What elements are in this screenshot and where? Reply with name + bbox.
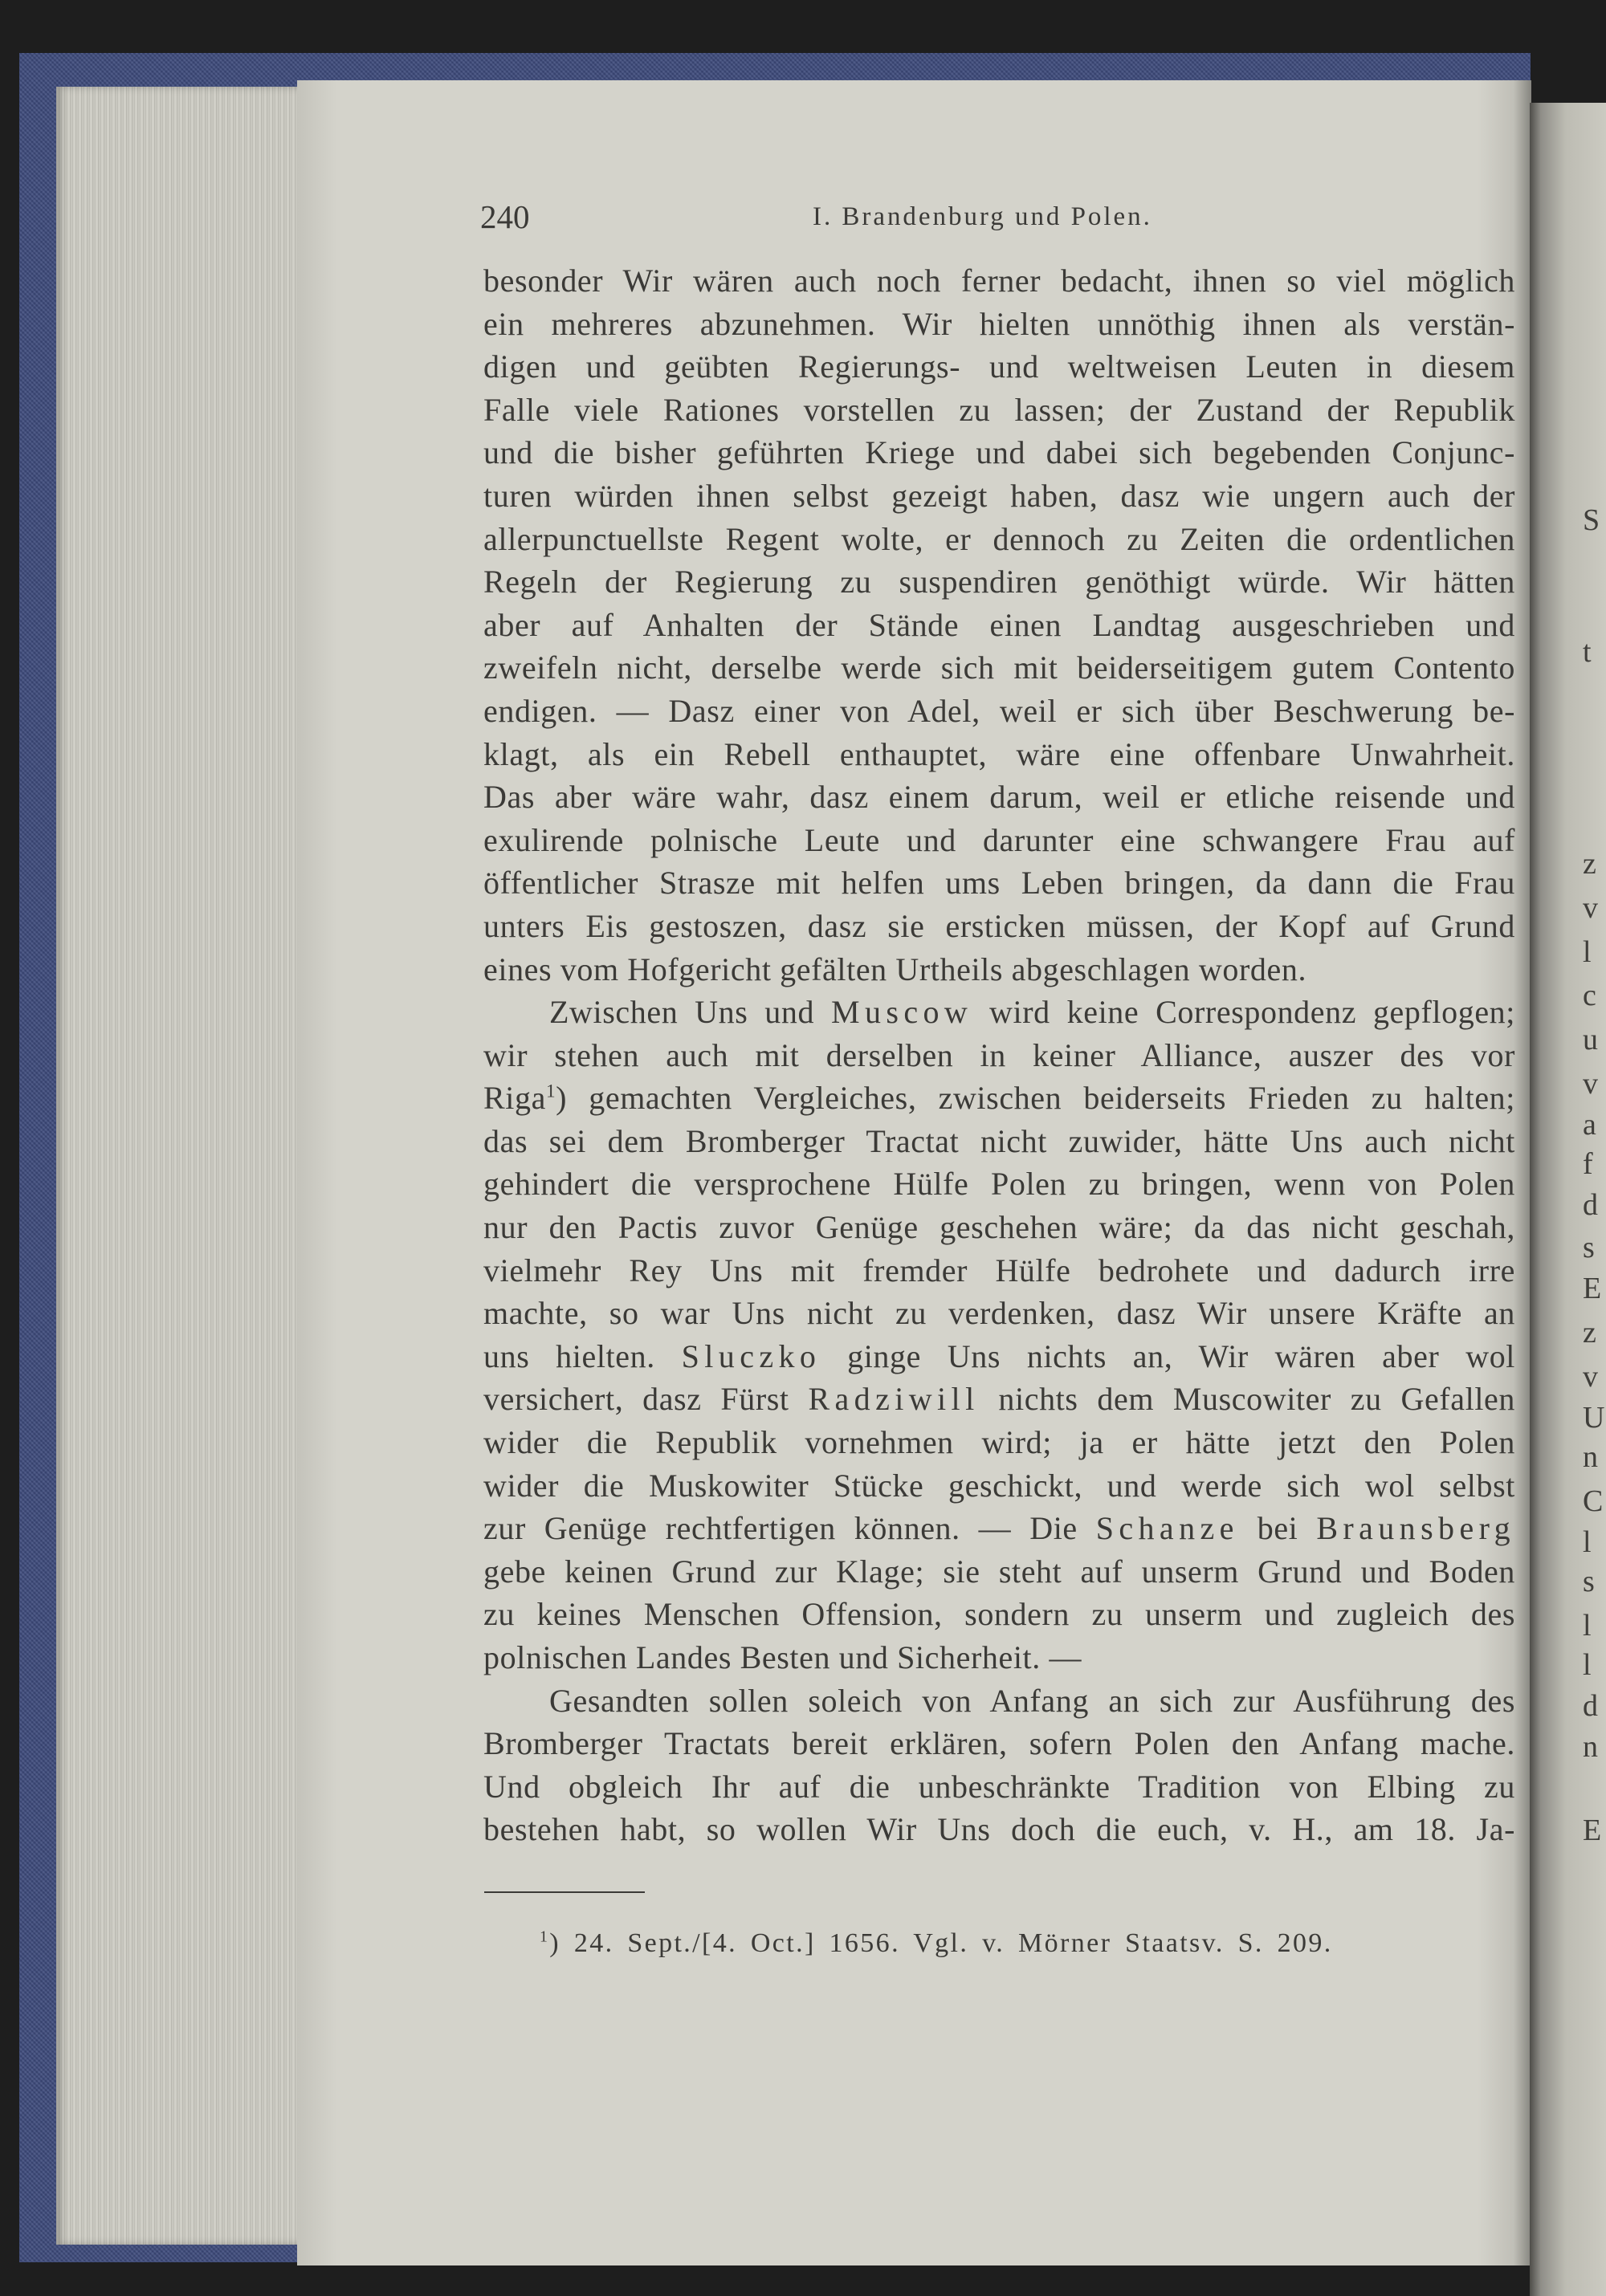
paragraph [483,991,1515,1679]
facing-page [1530,103,1606,2296]
text-run: ) gemachten Vergleiches, zwischen beiderseits Frieden zu halten; [556,1080,1515,1117]
text-line [483,1335,1515,1378]
footnote-reference: 1 [545,1081,556,1102]
text-line: turen würden ihnen selbst gezeigt haben, dasz wie ungern auch der [483,477,1515,514]
text-run: Zwischen Uns und [549,994,831,1031]
text-line: unters Eis gestoszen, dasz sie ersticken müssen, der Kopf auf Grund [483,907,1515,944]
facing-page-fragment: v [1583,890,1598,925]
text-line: nur den Pactis zuvor Genüge geschehen wäre; da das nicht geschah, [483,1209,1515,1246]
facing-page-fragment: l [1583,1608,1592,1643]
facing-page-fragment: z [1583,1315,1596,1350]
facing-page-fragment: s [1583,1564,1595,1598]
text-line: Und obgleich Ihr auf die unbeschränkte Tradition von Elbing zu [483,1768,1515,1805]
footnote-text: ) 24. Sept./[4. Oct.] 1656. Vgl. v. Mörner Staatsv. S. 209. [549,1928,1333,1958]
spaced-name: Braunsberg [1316,1510,1515,1547]
facing-page-fragment: E [1583,1272,1602,1306]
text-run: ginge Uns nichts an, Wir wären aber wol [821,1337,1516,1374]
text-line: klagt, als ein Rebell enthauptet, wäre eine offenbare Unwahrheit. [483,735,1515,772]
footnote-rule [484,1891,645,1893]
text-line: digen und geübten Regierungs- und weltweisen Leuten in diesem [483,348,1515,385]
spaced-name: Schanze [1095,1510,1239,1547]
text-line: Gesandten sollen soleich von Anfang an sich zur Ausführung des [549,1682,1515,1719]
facing-page-fragment: v [1583,1066,1598,1101]
text-run: wird keine Correspondenz gepflogen; [972,994,1515,1031]
page-block-edges [56,87,302,2245]
text-line: gebe keinen Grund zur Klage; sie steht auf unserm Grund und Boden [483,1553,1515,1590]
text-line: bestehen habt, so wollen Wir Uns doch die euch, v. H., am 18. Ja- [483,1811,1515,1848]
text-line: machte, so war Uns nicht zu verdenken, dasz Wir unsere Kräfte an [483,1295,1515,1332]
footnote [540,1924,1333,1964]
text-run: nichts dem Muscowiter zu Gefallen [979,1381,1515,1418]
text-line: exulirende polnische Leute und darunter eine schwangere Frau auf [483,821,1515,858]
page-number: 240 [480,198,530,235]
text-line: Falle viele Rationes vorstellen zu lassen; der Zustand der Republik [483,391,1515,428]
facing-page-fragment: z [1583,847,1596,881]
text-line: zu keines Menschen Offension, sondern zu unserm und zugleich des [483,1596,1515,1633]
facing-page-fragment: C [1583,1484,1604,1518]
text-line [483,1077,1515,1120]
facing-page-fragment: t [1583,634,1592,669]
text-line: ein mehreres abzunehmen. Wir hielten unnöthig ihnen als verstän- [483,305,1515,342]
body-text [483,259,1515,1851]
running-header [480,193,1515,241]
facing-page-fragment: s [1583,1231,1595,1265]
facing-page-fragment: c [1583,979,1596,1013]
facing-page-fragment: d [1583,1688,1598,1723]
facing-page-fragment: a [1583,1107,1596,1142]
paragraph [483,259,1515,991]
facing-page-fragment: v [1583,1359,1598,1394]
text-line: öffentlicher Strasze mit helfen ums Leben bringen, da dann die Frau [483,865,1515,902]
facing-page-fragment: d [1583,1188,1598,1223]
text-line: eines vom Hofgericht gefälten Urtheils abgeschlagen worden. [483,951,1307,987]
facing-page-fragment: n [1583,1439,1598,1474]
text-line: aber auf Anhalten der Stände einen Landtag ausgeschrieben und [483,606,1515,643]
facing-page-fragment: l [1583,1647,1592,1682]
text-line: allerpunctuellste Regent wolte, er dennoch zu Zeiten die ordentlichen [483,520,1515,557]
running-head-title: I. Brandenburg und Polen. [813,202,1152,231]
text-line: endigen. — Dasz einer von Adel, weil er sich über Beschwerung be- [483,692,1515,729]
facing-page-fragment: U [1583,1400,1605,1435]
text-run: uns hielten. [483,1337,682,1374]
facing-page-fragment: E [1583,1814,1602,1847]
text-line: zweifeln nicht, derselbe werde sich mit beiderseitigem gutem Contento [483,649,1515,686]
text-run: Riga [483,1080,546,1117]
text-line: besonder Wir wären auch noch ferner bedacht, ihnen so viel möglich [483,263,1515,299]
spaced-name: Muscow [830,994,973,1031]
text-run: zur Genüge rechtfertigen können. — Die [483,1510,1096,1547]
text-line: und die bisher geführten Kriege und dabei sich begebenden Conjunc- [483,434,1515,471]
text-line: Regeln der Regierung zu suspendiren genöthigt würde. Wir hätten [483,564,1515,600]
text-run: bei [1238,1510,1317,1547]
footnote-marker: 1 [540,1928,550,1946]
text-line: gehindert die versprochene Hülfe Polen zu bringen, wenn von Polen [483,1166,1515,1203]
facing-page-fragment: l [1583,1525,1592,1559]
text-line: Das aber wäre wahr, dasz einem darum, weil er etliche reisende und [483,779,1515,816]
spaced-name: Sluczko [681,1337,821,1374]
text-line: wider die Republik vornehmen wird; ja er hätte jetzt den Polen [483,1424,1515,1461]
facing-page-fragment: S [1583,503,1600,537]
text-line [483,1507,1515,1550]
text-line: Bromberger Tractats bereit erklären, sofern Polen den Anfang mache. [483,1725,1515,1762]
spaced-name: Radziwill [808,1381,980,1418]
text-line: wir stehen auch mit derselben in keiner Alliance, auszer des vor [483,1036,1515,1073]
text-line: wider die Muskowiter Stücke geschickt, und werde sich wol selbst [483,1467,1515,1504]
text-run: versichert, dasz Fürst [483,1381,809,1418]
text-line [483,1378,1515,1421]
text-line: polnischen Landes Besten und Sicherheit. — [483,1639,1082,1675]
text-line [483,991,1515,1034]
facing-page-fragment: l [1583,934,1592,969]
text-line: vielmehr Rey Uns mit fremder Hülfe bedrohete und dadurch irre [483,1252,1515,1288]
facing-page-fragment: u [1583,1023,1598,1057]
paragraph [483,1679,1515,1851]
facing-page-fragment: n [1583,1730,1598,1765]
text-line: das sei dem Bromberger Tractat nicht zuwider, hätte Uns auch nicht [483,1122,1515,1159]
facing-page-fragment: f [1583,1147,1593,1182]
